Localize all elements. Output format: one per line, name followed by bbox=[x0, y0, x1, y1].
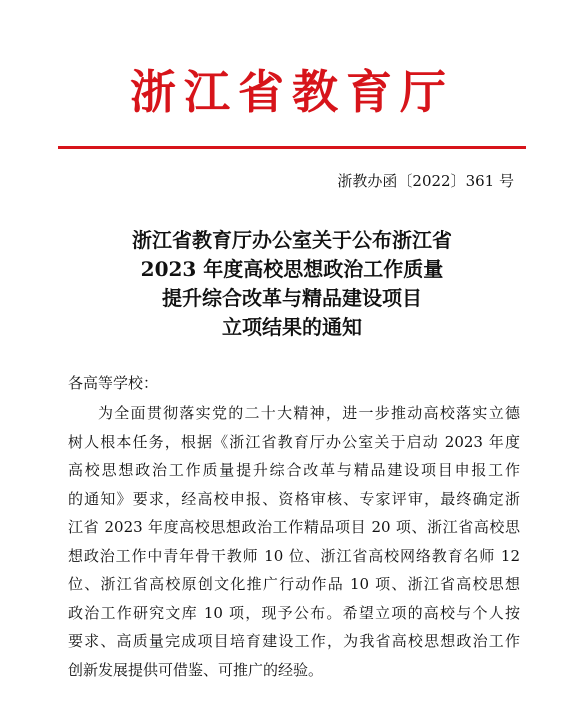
body-line: 树人根本任务，根据《浙江省教育厅办公室关于启动 2023 年度 bbox=[68, 432, 520, 451]
salutation: 各高等学校： bbox=[68, 374, 159, 392]
body-line: 的通知》要求，经高校申报、资格审核、专家评审，最终确定浙 bbox=[68, 489, 520, 508]
body-line: 江省 2023 年度高校思想政治工作精品项目 20 项、浙江省高校思 bbox=[68, 518, 520, 536]
body-line: 位、浙江省高校原创文化推广行动作品 10 项、浙江省高校思想 bbox=[68, 575, 520, 593]
document-title bbox=[0, 226, 584, 342]
body-paragraph bbox=[68, 399, 520, 684]
document-number: 浙教办函〔2022〕361 号 bbox=[337, 172, 514, 190]
body-line: 要求、高质量完成项目培育建设工作，为我省高校思想政治工作 bbox=[68, 632, 520, 650]
body-line: 政治工作研究文库 10 项，现予公布。希望立项的高校与个人按 bbox=[68, 603, 520, 622]
red-divider-rule bbox=[58, 146, 526, 149]
title-line: 提升综合改革与精品建设项目 bbox=[162, 286, 422, 310]
title-line: 2023 年度高校思想政治工作质量 bbox=[140, 257, 444, 281]
title-line: 浙江省教育厅办公室关于公布浙江省 bbox=[132, 228, 452, 252]
masthead-title: 浙江省教育厅 bbox=[130, 65, 454, 119]
body-line: 创新发展提供可借鉴、可推广的经验。 bbox=[68, 660, 324, 679]
body-line: 想政治工作中青年骨干教师 10 位、浙江省高校网络教育名师 12 bbox=[68, 546, 520, 565]
body-line: 为全面贯彻落实党的二十大精神，进一步推动高校落实立德 bbox=[98, 404, 520, 422]
body-line: 高校思想政治工作质量提升综合改革与精品建设项目申报工作 bbox=[68, 461, 520, 479]
title-line: 立项结果的通知 bbox=[222, 315, 362, 339]
